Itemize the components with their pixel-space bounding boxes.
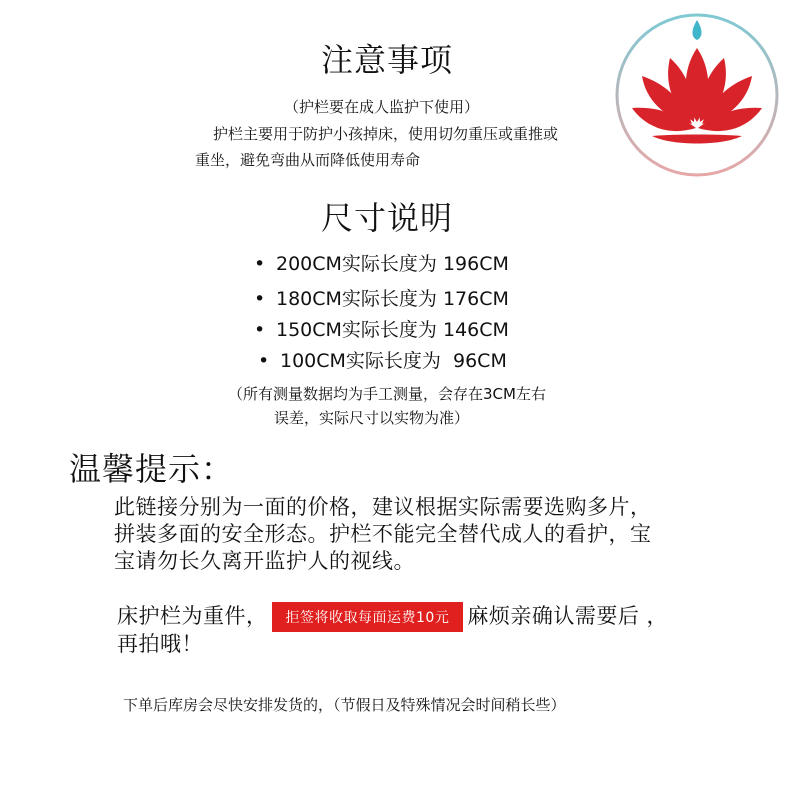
heavy-suffix: 麻烦亲确认需要后 ， (467, 604, 669, 628)
tips-para-line2: 拼装多面的安全形态。护栏不能完全替代成人的看护，宝 (114, 522, 652, 546)
shipping-fee-highlight: 拒签将收取每面运费10元 (272, 602, 464, 632)
bullet-icon: • (254, 253, 266, 275)
notice-title: 注意事项 (321, 41, 454, 79)
size-item: • 200CM实际长度为 196CM (254, 253, 509, 275)
size-item: • 180CM实际长度为 176CM (254, 288, 509, 310)
heavy-notice-line2: 再拍哦！ (117, 632, 203, 656)
heavy-prefix: 床护栏为重件， (117, 604, 268, 628)
bullet-icon: • (258, 350, 270, 372)
notice-body-line1: 护栏主要用于防护小孩掉床，使用切勿重压或重推或 (213, 125, 559, 143)
tips-para-line1: 此链接分别为一面的价格，建议根据实际需要选购多片， (114, 495, 652, 519)
bullet-icon: • (254, 319, 266, 341)
size-item: • 100CM实际长度为 96CM (258, 350, 507, 372)
notice-subtitle: （护栏要在成人监护下使用） (284, 98, 480, 116)
tips-para-line3: 宝请勿长久离开监护人的视线。 (114, 549, 415, 573)
lotus-logo-icon (612, 10, 782, 180)
bullet-icon: • (254, 288, 266, 310)
notice-body-line2: 重坐，避免弯曲从而降低使用寿命 (195, 151, 421, 169)
size-note-line1: （所有测量数据均为手工测量，会存在3CM左右 (228, 385, 546, 403)
size-title: 尺寸说明 (321, 199, 454, 237)
size-note-line2: 误差，实际尺寸以实物为准） (274, 409, 470, 427)
footer-note: 下单后库房会尽快安排发货的，（节假日及特殊情况会时间稍长些） (123, 696, 566, 714)
tips-title: 温馨提示： (69, 450, 235, 488)
size-item: • 150CM实际长度为 146CM (254, 319, 509, 341)
